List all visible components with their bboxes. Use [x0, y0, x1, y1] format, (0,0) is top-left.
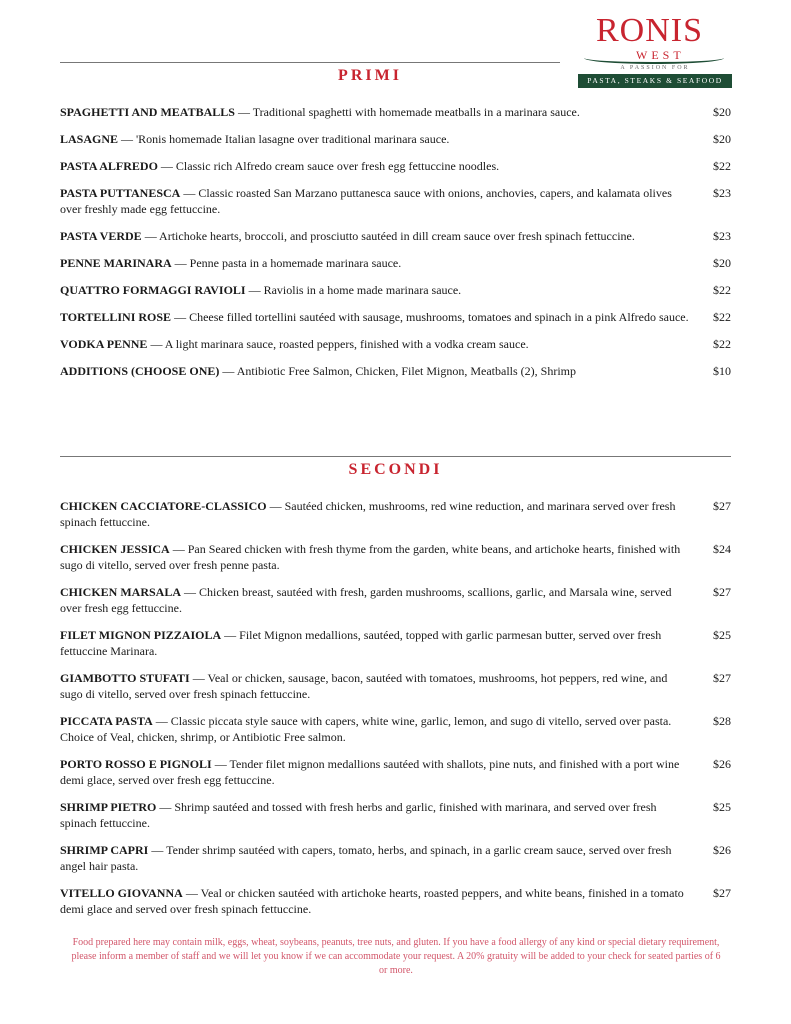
item-name: VITELLO GIOVANNA [60, 886, 183, 900]
item-price: $24 [713, 542, 731, 556]
item-name: PENNE MARINARA [60, 256, 172, 270]
menu-item [60, 282, 731, 298]
item-text: GIAMBOTTO STUFATI — Veal or chicken, sausage, bacon, sautéed with tomatoes, mushrooms, hot peppers, red wine, and sugo di vitello, served over fresh spinach fettuccine. [60, 671, 668, 701]
item-price: $22 [713, 283, 731, 297]
item-description: Chicken breast, sautéed with fresh, garden mushrooms, scallions, garlic, and Marsala wine, served over fresh egg fettuccine. [60, 585, 672, 615]
item-price: $26 [713, 843, 731, 857]
menu-item [60, 799, 731, 831]
item-description: Classic piccata style sauce with capers, white wine, garlic, lemon, and sugo di vitello, served over pasta. Choice of Veal, chicken, shrimp, or Antibiotic Free salmon. [60, 714, 672, 744]
item-name: CHICKEN JESSICA [60, 542, 170, 556]
item-description: Antibiotic Free Salmon, Chicken, Filet Mignon, Meatballs (2), Shrimp [236, 364, 577, 378]
item-description: 'Ronis homemade Italian lasagne over traditional marinara sauce. [136, 132, 450, 146]
item-description: Artichoke hearts, broccoli, and prosciutto sautéed in dill cream sauce over fresh spinach fettuccine. [159, 229, 635, 243]
menu-item [60, 670, 731, 702]
item-text: SHRIMP CAPRI — Tender shrimp sautéed with capers, tomato, herbs, and spinach, in a garlic cream sauce, served over fresh angel hair pasta. [60, 843, 672, 873]
menu-item [60, 885, 731, 917]
item-price: $10 [713, 364, 731, 378]
item-price: $28 [713, 714, 731, 728]
item-description: Tender filet mignon medallions sautéed with shallots, pine nuts, and finished with a port wine demi glace, served over fresh egg fettuccine. [60, 757, 680, 787]
item-name: TORTELLINI ROSE [60, 310, 172, 324]
item-price: $22 [713, 337, 731, 351]
item-text: PENNE MARINARA — Penne pasta in a homemade marinara sauce. [60, 256, 402, 270]
item-name: CHICKEN CACCIATORE-CLASSICO [60, 499, 267, 513]
item-text: SHRIMP PIETRO — Shrimp sautéed and tossed with fresh herbs and garlic, finished with marinara, and served over fresh spinach fettuccine. [60, 800, 657, 830]
item-description: Filet Mignon medallions, sautéed, topped with garlic parmesan butter, served over fresh fettuccine Marinara. [60, 628, 662, 658]
divider [60, 456, 731, 457]
item-name: PICCATA PASTA [60, 714, 153, 728]
item-text: CHICKEN JESSICA — Pan Seared chicken with fresh thyme from the garden, white beans, and artichoke hearts, finished with sugo di vitello, served over fresh penne pasta. [60, 542, 681, 572]
item-name: FILET MIGNON PIZZAIOLA [60, 628, 222, 642]
item-description: Raviolis in a home made marinara sauce. [263, 283, 462, 297]
logo-band: PASTA, STEAKS & SEAFOOD [578, 74, 732, 88]
item-price: $20 [713, 105, 731, 119]
menu-item [60, 584, 731, 616]
item-name: ADDITIONS (CHOOSE ONE) [60, 364, 220, 378]
item-text: VITELLO GIOVANNA — Veal or chicken sautéed with artichoke hearts, roasted peppers, and white beans, finished in a tomato demi glace and served over fresh spinach fettuccine. [60, 886, 684, 916]
item-text: PASTA PUTTANESCA — Classic roasted San Marzano puttanesca sauce with onions, anchovies, capers, and kalamata olives over freshly made egg fettuccine. [60, 186, 672, 216]
item-name: LASAGNE [60, 132, 119, 146]
item-text: LASAGNE — 'Ronis homemade Italian lasagne over traditional marinara sauce. [60, 132, 450, 146]
menu-item [60, 363, 731, 379]
menu-item [60, 255, 731, 271]
item-description: Tender shrimp sautéed with capers, tomato, herbs, and spinach, in a garlic cream sauce, served over fresh angel hair pasta. [60, 843, 672, 873]
menu-item [60, 713, 731, 745]
item-text: PORTO ROSSO E PIGNOLI — Tender filet mignon medallions sautéed with shallots, pine nuts, and finished with a port wine demi glace, served over fresh egg fettuccine. [60, 757, 680, 787]
logo-tagline: A PASSION FOR [620, 65, 690, 71]
item-price: $25 [713, 628, 731, 642]
item-price: $23 [713, 229, 731, 243]
menu-item [60, 309, 731, 325]
item-text: TORTELLINI ROSE — Cheese filled tortellini sautéed with sausage, mushrooms, tomatoes and spinach in a pink Alfredo sauce. [60, 310, 689, 324]
item-description: Traditional spaghetti with homemade meatballs in a marinara sauce. [252, 105, 580, 119]
item-description: Classic rich Alfredo cream sauce over fresh egg fettuccine noodles. [175, 159, 500, 173]
item-price: $27 [713, 499, 731, 513]
item-price: $20 [713, 132, 731, 146]
menu-item [60, 185, 731, 217]
secondi-list [60, 498, 731, 928]
item-name: PASTA PUTTANESCA [60, 186, 181, 200]
item-text: CHICKEN CACCIATORE-CLASSICO — Sautéed chicken, mushrooms, red wine reduction, and marinara served over fresh spinach fettuccine. [60, 499, 676, 529]
item-description: Classic roasted San Marzano puttanesca sauce with onions, anchovies, capers, and kalamata olives over freshly made egg fettuccine. [60, 186, 672, 216]
item-name: QUATTRO FORMAGGI RAVIOLI [60, 283, 246, 297]
item-description: Pan Seared chicken with fresh thyme from the garden, white beans, and artichoke hearts, finished with sugo di vitello, served over fresh penne pasta. [60, 542, 681, 572]
item-price: $23 [713, 186, 731, 200]
item-price: $26 [713, 757, 731, 771]
menu-item [60, 842, 731, 874]
menu-item [60, 756, 731, 788]
item-price: $27 [713, 585, 731, 599]
item-text: CHICKEN MARSALA — Chicken breast, sautéed with fresh, garden mushrooms, scallions, garlic, and Marsala wine, served over fresh egg fettuccine. [60, 585, 672, 615]
item-name: PASTA VERDE [60, 229, 142, 243]
item-text: PASTA ALFREDO — Classic rich Alfredo cream sauce over fresh egg fettuccine noodles. [60, 159, 500, 173]
item-text: QUATTRO FORMAGGI RAVIOLI — Raviolis in a home made marinara sauce. [60, 283, 462, 297]
item-description: Penne pasta in a homemade marinara sauce. [189, 256, 402, 270]
item-description: Veal or chicken sautéed with artichoke hearts, roasted peppers, and white beans, finished in a tomato demi glace and served over fresh spinach fettuccine. [60, 886, 684, 916]
item-price: $25 [713, 800, 731, 814]
item-description: A light marinara sauce, roasted peppers, finished with a vodka cream sauce. [164, 337, 529, 351]
item-name: CHICKEN MARSALA [60, 585, 182, 599]
primi-list [60, 104, 731, 390]
item-name: SPAGHETTI AND MEATBALLS [60, 105, 235, 119]
item-description: Sautéed chicken, mushrooms, red wine reduction, and marinara served over fresh spinach fettuccine. [60, 499, 676, 529]
item-name: PASTA ALFREDO [60, 159, 158, 173]
item-price: $22 [713, 159, 731, 173]
item-name: PORTO ROSSO E PIGNOLI [60, 757, 212, 771]
item-text: PICCATA PASTA — Classic piccata style sauce with capers, white wine, garlic, lemon, and sugo di vitello, served over pasta. Choice of Veal, chicken, shrimp, or Antibiotic Free salmon. [60, 714, 672, 744]
menu-item [60, 498, 731, 530]
divider [60, 62, 560, 63]
item-description: Shrimp sautéed and tossed with fresh herbs and garlic, finished with marinara, and served over fresh spinach fettuccine. [60, 800, 657, 830]
item-text: SPAGHETTI AND MEATBALLS — Traditional spaghetti with homemade meatballs in a marinara sauce. [60, 105, 580, 119]
menu-item [60, 104, 731, 120]
item-text: VODKA PENNE — A light marinara sauce, roasted peppers, finished with a vodka cream sauce. [60, 337, 529, 351]
allergy-notice: Food prepared here may contain milk, eggs, wheat, soybeans, peanuts, tree nuts, and gluten. If you have a food allergy of any kind or special dietary requirement, please inform a member of staff and we will let you know if we can accommodate your request. A 20% gratuity will be added to your check for seated parties of 6 or more. [71, 937, 721, 976]
item-price: $22 [713, 310, 731, 324]
item-text: ADDITIONS (CHOOSE ONE) — Antibiotic Free Salmon, Chicken, Filet Mignon, Meatballs (2), Shrimp [60, 364, 577, 378]
item-text: FILET MIGNON PIZZAIOLA — Filet Mignon medallions, sautéed, topped with garlic parmesan butter, served over fresh fettuccine Marinara. [60, 628, 662, 658]
menu-item [60, 336, 731, 352]
item-name: VODKA PENNE [60, 337, 148, 351]
menu-item [60, 158, 731, 174]
item-name: GIAMBOTTO STUFATI [60, 671, 190, 685]
item-name: SHRIMP PIETRO [60, 800, 157, 814]
item-price: $27 [713, 671, 731, 685]
section-title-primi: PRIMI [338, 67, 402, 84]
section-title-secondi: SECONDI [348, 461, 443, 478]
menu-item [60, 228, 731, 244]
item-name: SHRIMP CAPRI [60, 843, 149, 857]
item-text: PASTA VERDE — Artichoke hearts, broccoli, and prosciutto sautéed in dill cream sauce over fresh spinach fettuccine. [60, 229, 635, 243]
logo-name: RONIS [596, 12, 704, 49]
logo-sub: WEST [636, 48, 685, 62]
item-price: $27 [713, 886, 731, 900]
menu-item [60, 541, 731, 573]
item-price: $20 [713, 256, 731, 270]
menu-item [60, 627, 731, 659]
menu-item [60, 131, 731, 147]
item-description: Veal or chicken, sausage, bacon, sautéed with tomatoes, mushrooms, hot peppers, red wine, and sugo di vitello, served over fresh spinach fettuccine. [60, 671, 668, 701]
item-description: Cheese filled tortellini sautéed with sausage, mushrooms, tomatoes and spinach in a pink Alfredo sauce. [189, 310, 689, 324]
